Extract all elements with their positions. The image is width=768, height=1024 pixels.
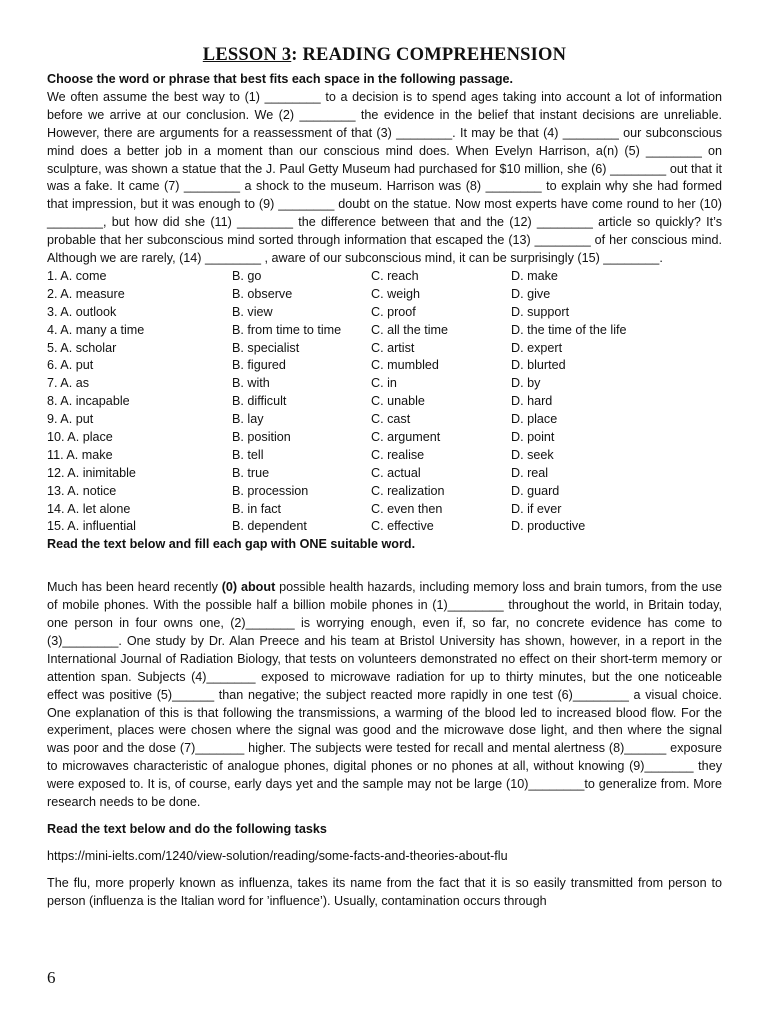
option-row [47,357,722,375]
option-a: 5. A. scholar [47,340,117,355]
option-row [47,393,722,411]
option-a: 11. A. make [47,447,113,462]
option-a: 6. A. put [47,358,94,373]
option-b: B. tell [232,447,264,462]
option-b: B. difficult [232,394,287,409]
option-b: B. specialist [232,340,300,355]
option-a: 15. A. influential [47,519,136,534]
option-d: D. guard [511,483,560,498]
option-a: 9. A. put [47,412,94,427]
option-c: C. artist [371,340,415,355]
option-a: 10. A. place [47,429,113,444]
option-a: 14. A. let alone [47,501,131,516]
option-row [47,375,722,393]
section3-url[interactable]: https://mini-ielts.com/1240/view-solution/reading/some-facts-and-theories-about-flu [47,848,508,863]
section2-passage-start: Much has been heard recently [47,580,218,595]
option-row [47,465,722,483]
option-a: 2. A. measure [47,286,125,301]
option-d: D. seek [511,447,554,462]
option-a: 13. A. notice [47,483,117,498]
option-b: B. with [232,376,270,391]
option-c: C. all the time [371,322,448,337]
option-c: C. weigh [371,286,420,301]
option-c: C. unable [371,394,425,409]
option-d: D. real [511,465,549,480]
option-c: C. proof [371,304,416,319]
option-row [47,501,722,519]
option-row [47,429,722,447]
page-number: 6 [47,968,56,987]
option-d: D. give [511,286,551,301]
option-row [47,286,722,304]
option-c: C. effective [371,519,434,534]
option-c: C. realise [371,447,425,462]
option-b: B. procession [232,483,309,498]
option-b: B. in fact [232,501,281,516]
option-d: D. point [511,429,555,444]
option-b: B. true [232,465,270,480]
option-d: D. blurted [511,358,566,373]
option-a: 7. A. as [47,376,90,391]
option-c: C. actual [371,465,421,480]
option-a: 3. A. outlook [47,304,117,319]
section1-passage: We often assume the best way to (1) ________ to a decision is to spend ages taking into account a lot of information before we arrive at our conclusion. We (2) ________ the evidence in the belief that instant decisions are unreliable. However, there are arguments for a reassessment of that (3) ________. It may be that (4) ________ our subconscious mind does a better job in a moment than our conscious mind does. When Evelyn Harrison, a(n) (5) ________ on sculpture, was shown a statue that the J. Paul Getty Museum had purchased for $10 million, she (6) ________ out that it was a fake. It came (7) ________ a shock to the museum. Harrison was (8) ________ to explain why she had formed that impression, but it was enough to (9) ________ doubt on the statue. Now most experts have come round to her (10) ________, but how did she (11) ________ the difference between that and the (12) ________ article so quickly? It’s probable that her subconscious mind sorted through information that escaped the (13) ________ of her conscious mind. Although we are rarely, (14) ________ , aware of our subconscious mind, it can be surprisingly (15) ________. [47,89,722,266]
section3-passage: The flu, more properly known as influenza, takes its name from the fact that it is so easily transmitted from person to person (influenza is the Italian word for ’influence’). Usually, contamination occurs through [47,875,722,908]
options-table [47,268,722,536]
option-d: D. if ever [511,501,562,516]
option-d: D. by [511,376,541,391]
option-row [47,268,722,286]
section1-instruction: Choose the word or phrase that best fits each space in the following passage. [47,72,514,86]
section2-instruction: Read the text below and fill each gap with ONE suitable word. [47,537,416,552]
option-b: B. figured [232,358,286,373]
option-b: B. observe [232,286,293,301]
option-d: D. hard [511,394,553,409]
section2-example-answer: (0) about [217,580,276,595]
option-a: 12. A. inimitable [47,465,136,480]
title-lesson: LESSON 3 [202,45,292,65]
option-c: C. argument [371,429,441,444]
option-d: D. productive [511,519,586,534]
option-b: B. go [232,268,262,283]
section3-instruction: Read the text below and do the following tasks [47,822,327,837]
option-row [47,322,722,340]
option-c: C. reach [371,268,419,283]
option-c: C. even then [371,501,443,516]
option-b: B. dependent [232,519,307,534]
option-b: B. from time to time [232,322,342,337]
option-a: 4. A. many a time [47,322,145,337]
option-row [47,447,722,465]
option-a: 8. A. incapable [47,394,130,409]
title-rest: : READING COMPREHENSION [291,45,567,65]
option-b: B. view [232,304,273,319]
option-d: D. place [511,412,558,427]
option-b: B. position [232,429,291,444]
page-title [47,44,722,66]
document-page [47,44,722,911]
option-c: C. realization [371,483,445,498]
option-row [47,304,722,322]
option-c: C. cast [371,412,411,427]
option-row [47,340,722,358]
option-a: 1. A. come [47,268,107,283]
option-row [47,411,722,429]
section2-passage-rest: possible health hazards, including memory loss and brain tumors, from the use of mobile phones. With the possible half a billion mobile phones in (1)________ throughout the world, in Britain today, one person in four owns one, (2)_______ is worrying enough, even if, so far, no concrete evidence has come to (3)________. One study by Dr. Alan Preece and his team at Bristol University has shown, however, in a report in the International Journal of Radiation Biology, that tests on volunteers demonstrated no effect on their short-term memory or attention span. Subjects (4)_______ exposed to microwave radiation for up to thirty minutes, but the one noticeable effect was positive (5)______ than negative; the subject reacted more rapidly in one test (6)________ a visual choice. One explanation of this is that following the transmissions, a warming of the blood led to increased blood flow. For the experiment, places were chosen where the signal was good and the microwave dose light, and then where the signal was poor and the dose (7)_______ higher. The subjects were tested for recall and mental alertness (8)______ exposure to microwaves characteristic of analogue phones, digital phones or no phones at all, without knowing (9)_______ they were exposed to. It is, of course, early days yet and the sample may not be large (10)________to generalize from. More research needs to be done. [47,580,722,810]
option-row [47,518,722,536]
option-d: D. the time of the life [511,322,627,337]
option-d: D. expert [511,340,563,355]
option-b: B. lay [232,412,264,427]
option-row [47,483,722,501]
option-d: D. make [511,268,558,283]
option-c: C. mumbled [371,358,439,373]
option-d: D. support [511,304,570,319]
section2-passage [47,579,722,812]
option-c: C. in [371,376,397,391]
